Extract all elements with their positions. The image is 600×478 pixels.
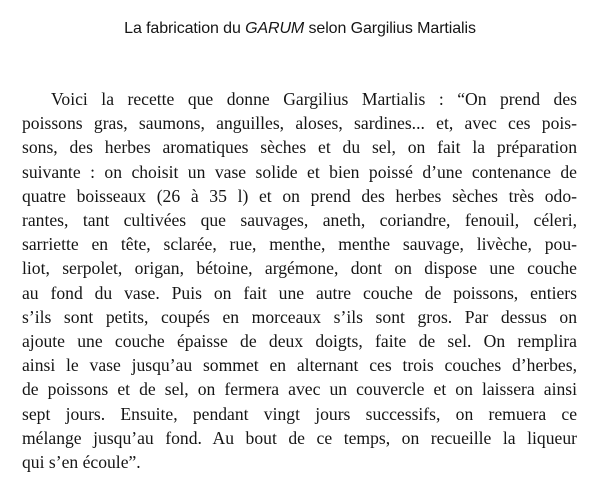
text-line: au fond du vase. Puis on fait une autre couche de poissons, entiers — [22, 282, 577, 303]
text-line: sarriette en tête, sclarée, rue, menthe, menthe sauvage, livèche, pou- — [22, 234, 577, 255]
text-line: poissons gras, saumons, anguilles, aloses, sardines... et, avec ces pois- — [22, 113, 577, 134]
text-line: ainsi le vase jusqu’au sommet en alternant ces trois couches d’herbes, — [22, 355, 577, 376]
text-line: suivante : on choisit un vase solide et bien poissé d’une contenance de — [22, 161, 577, 182]
text-line: Voici la recette que donne Gargilius Martialis : “On prend des — [51, 89, 577, 109]
text-line: sept jours. Ensuite, pendant vingt jours successifs, on remuera ce — [22, 403, 577, 424]
text-line: s’ils sont petits, coupés en morceaux s’ils sont gros. Par dessus on — [22, 306, 577, 327]
document-title — [0, 20, 600, 38]
text-line: quatre boisseaux (26 à 35 l) et on prend des herbes sèches très odo- — [22, 185, 577, 206]
text-line: rantes, tant cultivées que sauvages, aneth, coriandre, fenouil, céleri, — [22, 210, 577, 231]
title-suffix: selon Gargilius Martialis — [304, 20, 476, 37]
text-line: mélange jusqu’au fond. Au bout de ce temps, on recueille la liqueur — [22, 427, 577, 448]
text-line: liot, serpolet, origan, bétoine, argémone, dont on dispose une couche — [22, 258, 577, 279]
title-prefix: La fabrication du — [124, 20, 246, 37]
recipe-paragraph — [22, 87, 577, 474]
title-emphasis-garum: GARUM — [245, 20, 305, 37]
text-line: ajoute une couche épaisse de deux doigts, faite de sel. On remplira — [22, 331, 577, 352]
text-line: qui s’en écoule”. — [22, 452, 141, 473]
text-line: sons, des herbes aromatiques sèches et du sel, on fait la préparation — [22, 137, 577, 158]
text-line: de poissons et de sel, on fermera avec un couvercle et on laissera ainsi — [22, 379, 577, 400]
